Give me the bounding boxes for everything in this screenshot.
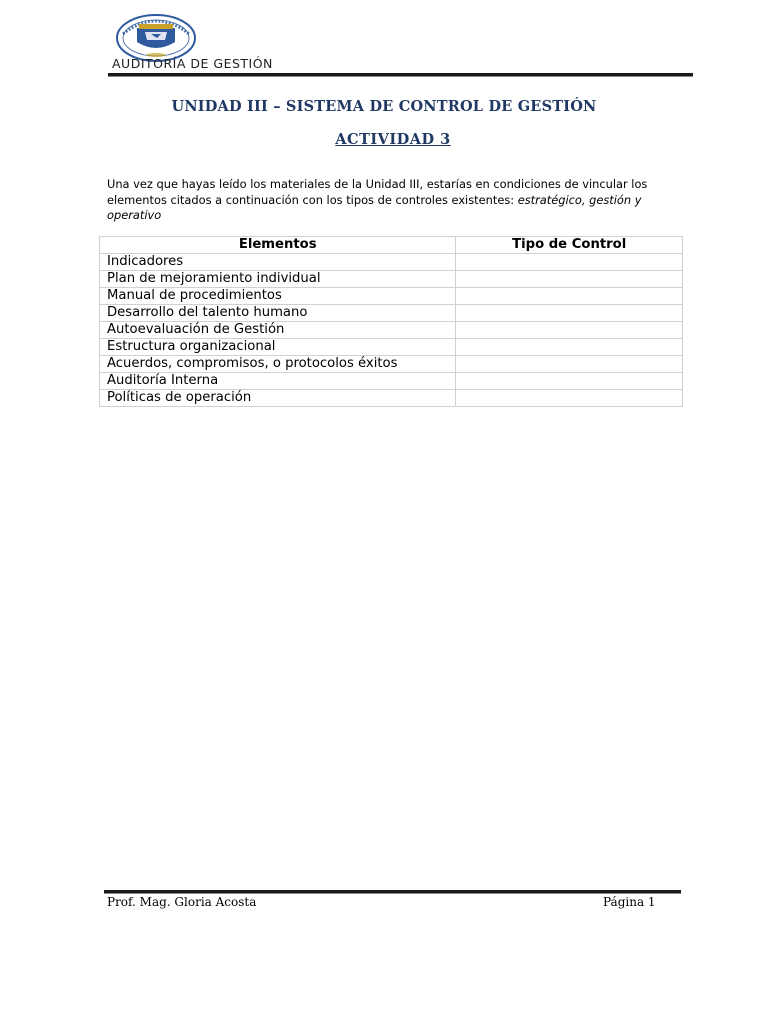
control-type-cell[interactable] bbox=[456, 271, 683, 288]
control-type-cell[interactable] bbox=[456, 373, 683, 390]
element-cell: Acuerdos, compromisos, o protocolos éxitos bbox=[100, 356, 456, 373]
table-row bbox=[100, 288, 683, 305]
control-type-cell[interactable] bbox=[456, 339, 683, 356]
header-title: AUDITORÍA DE GESTIÓN bbox=[112, 56, 273, 71]
element-cell: Autoevaluación de Gestión bbox=[100, 322, 456, 339]
control-type-cell[interactable] bbox=[456, 288, 683, 305]
activity-title: ACTIVIDAD 3 bbox=[335, 131, 451, 148]
unit-title: UNIDAD III – SISTEMA DE CONTROL DE GESTIÓN bbox=[171, 98, 597, 115]
footer-author: Prof. Mag. Gloria Acosta bbox=[107, 895, 257, 909]
control-type-cell[interactable] bbox=[456, 356, 683, 373]
table-row bbox=[100, 373, 683, 390]
element-cell: Políticas de operación bbox=[100, 390, 456, 407]
table-row bbox=[100, 390, 683, 407]
footer-divider bbox=[104, 890, 681, 894]
table-row bbox=[100, 322, 683, 339]
table-row bbox=[100, 305, 683, 322]
table-header-row bbox=[100, 237, 683, 254]
table-row bbox=[100, 254, 683, 271]
elements-table bbox=[99, 236, 683, 407]
table-row bbox=[100, 339, 683, 356]
footer-page-number: Página 1 bbox=[603, 895, 656, 909]
element-cell: Plan de mejoramiento individual bbox=[100, 271, 456, 288]
university-seal-icon bbox=[115, 14, 197, 62]
column-header-elementos: Elementos bbox=[100, 237, 456, 254]
control-type-cell[interactable] bbox=[456, 254, 683, 271]
intro-text: Una vez que hayas leído los materiales de la Unidad III, estarías en condiciones de vincular los elementos citados a continuación con los tipos de controles existentes: bbox=[107, 177, 648, 207]
element-cell: Manual de procedimientos bbox=[100, 288, 456, 305]
control-type-cell[interactable] bbox=[456, 322, 683, 339]
element-cell: Auditoría Interna bbox=[100, 373, 456, 390]
table-row bbox=[100, 271, 683, 288]
table-row bbox=[100, 356, 683, 373]
header-divider bbox=[108, 73, 693, 77]
element-cell: Desarrollo del talento humano bbox=[100, 305, 456, 322]
control-type-cell[interactable] bbox=[456, 305, 683, 322]
control-type-cell[interactable] bbox=[456, 390, 683, 407]
element-cell: Estructura organizacional bbox=[100, 339, 456, 356]
column-header-tipo-de-control: Tipo de Control bbox=[456, 237, 683, 254]
element-cell: Indicadores bbox=[100, 254, 456, 271]
intro-paragraph bbox=[107, 177, 685, 224]
university-logo bbox=[115, 14, 197, 62]
intro-emphasis: estratégico, gestión y operativo bbox=[107, 192, 642, 222]
